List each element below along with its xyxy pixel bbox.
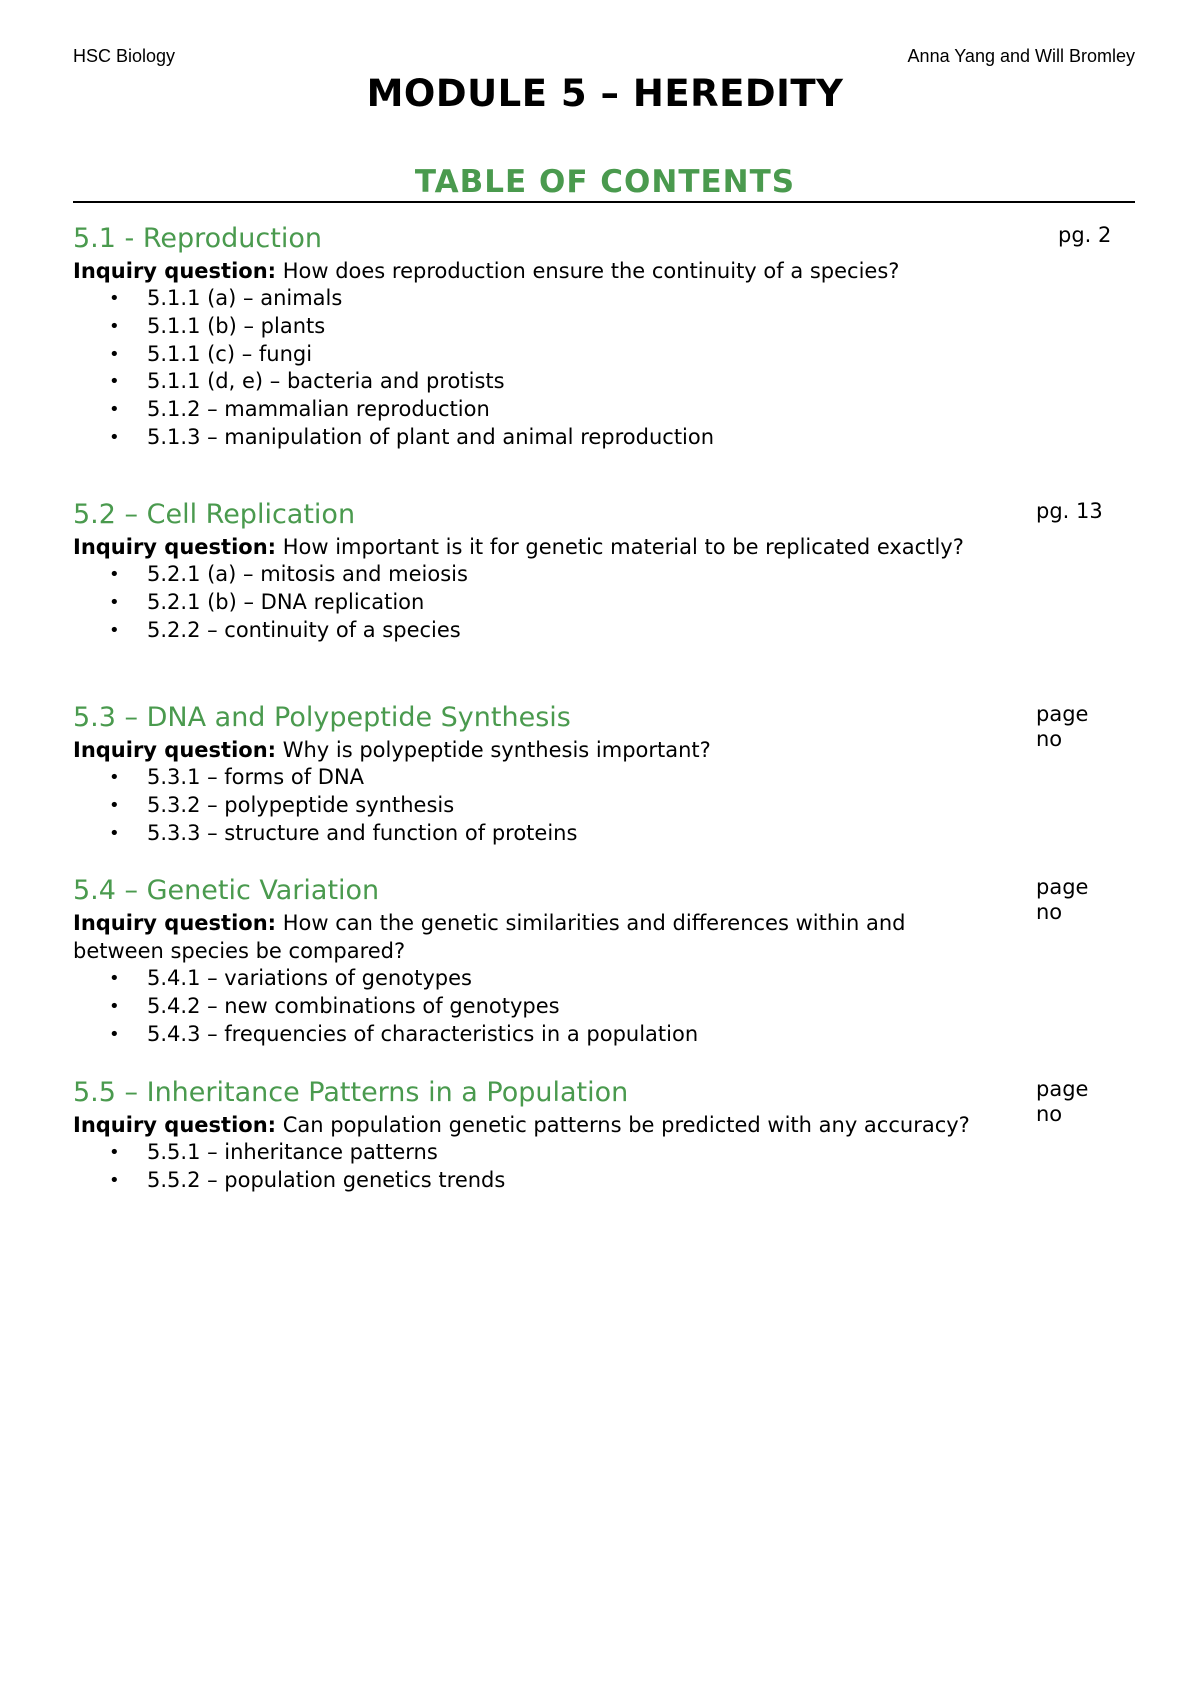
toc-heading: TABLE OF CONTENTS (414, 164, 796, 200)
section-5-1 (73, 221, 1135, 452)
header-authors: Anna Yang and Will Bromley (907, 46, 1135, 66)
list-item: • 5.1.2 – mammalian reproduction (73, 396, 1135, 424)
inquiry-text: How does reproduction ensure the continuity of a species? (276, 259, 900, 283)
dot-point-list (73, 965, 1135, 1048)
page-reference: page no (1036, 875, 1089, 924)
inquiry-text: Why is polypeptide synthesis important? (276, 738, 711, 762)
section-heading: 5.1 - Reproduction (73, 223, 322, 254)
inquiry-text: How important is it for genetic material to be replicated exactly? (276, 535, 964, 559)
inquiry-question (73, 1111, 973, 1139)
list-item: • 5.1.1 (c) – fungi (73, 341, 1135, 369)
list-item: • 5.1.1 (a) – animals (73, 285, 1135, 313)
list-item: • 5.1.1 (d, e) – bacteria and protists (73, 368, 1135, 396)
list-item: • 5.2.2 – continuity of a species (73, 617, 1135, 645)
list-item: • 5.3.1 – forms of DNA (73, 764, 1135, 792)
inquiry-question (73, 736, 973, 764)
inquiry-question (73, 257, 973, 285)
page-title: MODULE 5 – HEREDITY (366, 72, 844, 115)
header-course: HSC Biology (73, 46, 176, 66)
section-5-3 (73, 700, 1135, 847)
inquiry-label: Inquiry question: (73, 738, 277, 762)
list-item: • 5.4.2 – new combinations of genotypes (73, 993, 1135, 1021)
divider (73, 201, 1135, 203)
page-reference: page no (1036, 1077, 1089, 1126)
section-heading: 5.3 – DNA and Polypeptide Synthesis (73, 702, 571, 733)
inquiry-question (73, 533, 973, 561)
section-5-2 (73, 497, 1135, 644)
list-item: • 5.3.2 – polypeptide synthesis (73, 792, 1135, 820)
list-item: • 5.5.2 – population genetics trends (73, 1167, 1135, 1195)
inquiry-label: Inquiry question: (73, 259, 277, 283)
section-heading: 5.5 – Inheritance Patterns in a Population (73, 1077, 629, 1108)
section-5-5 (73, 1075, 1135, 1195)
list-item: • 5.1.3 – manipulation of plant and animal reproduction (73, 424, 1135, 452)
list-item: • 5.4.3 – frequencies of characteristics in a population (73, 1021, 1135, 1049)
page-reference: pg. 13 (1036, 499, 1103, 523)
dot-point-list (73, 764, 1135, 847)
list-item: • 5.2.1 (a) – mitosis and meiosis (73, 561, 1135, 589)
dot-point-list (73, 561, 1135, 644)
page-reference: page no (1036, 702, 1089, 751)
list-item: • 5.1.1 (b) – plants (73, 313, 1135, 341)
list-item: • 5.3.3 – structure and function of proteins (73, 820, 1135, 848)
dot-point-list (73, 1139, 1135, 1195)
inquiry-question (73, 909, 973, 965)
list-item: • 5.2.1 (b) – DNA replication (73, 589, 1135, 617)
section-5-4 (73, 873, 1135, 1048)
inquiry-label: Inquiry question: (73, 1113, 277, 1137)
inquiry-label: Inquiry question: (73, 911, 277, 935)
inquiry-text: How can the genetic similarities and differences within and between species be compared? (73, 911, 906, 963)
dot-point-list (73, 285, 1135, 452)
inquiry-label: Inquiry question: (73, 535, 277, 559)
section-heading: 5.4 – Genetic Variation (73, 875, 380, 906)
inquiry-text: Can population genetic patterns be predicted with any accuracy? (276, 1113, 970, 1137)
list-item: • 5.4.1 – variations of genotypes (73, 965, 1135, 993)
section-heading: 5.2 – Cell Replication (73, 499, 356, 530)
page-reference: pg. 2 (1058, 223, 1112, 247)
list-item: • 5.5.1 – inheritance patterns (73, 1139, 1135, 1167)
